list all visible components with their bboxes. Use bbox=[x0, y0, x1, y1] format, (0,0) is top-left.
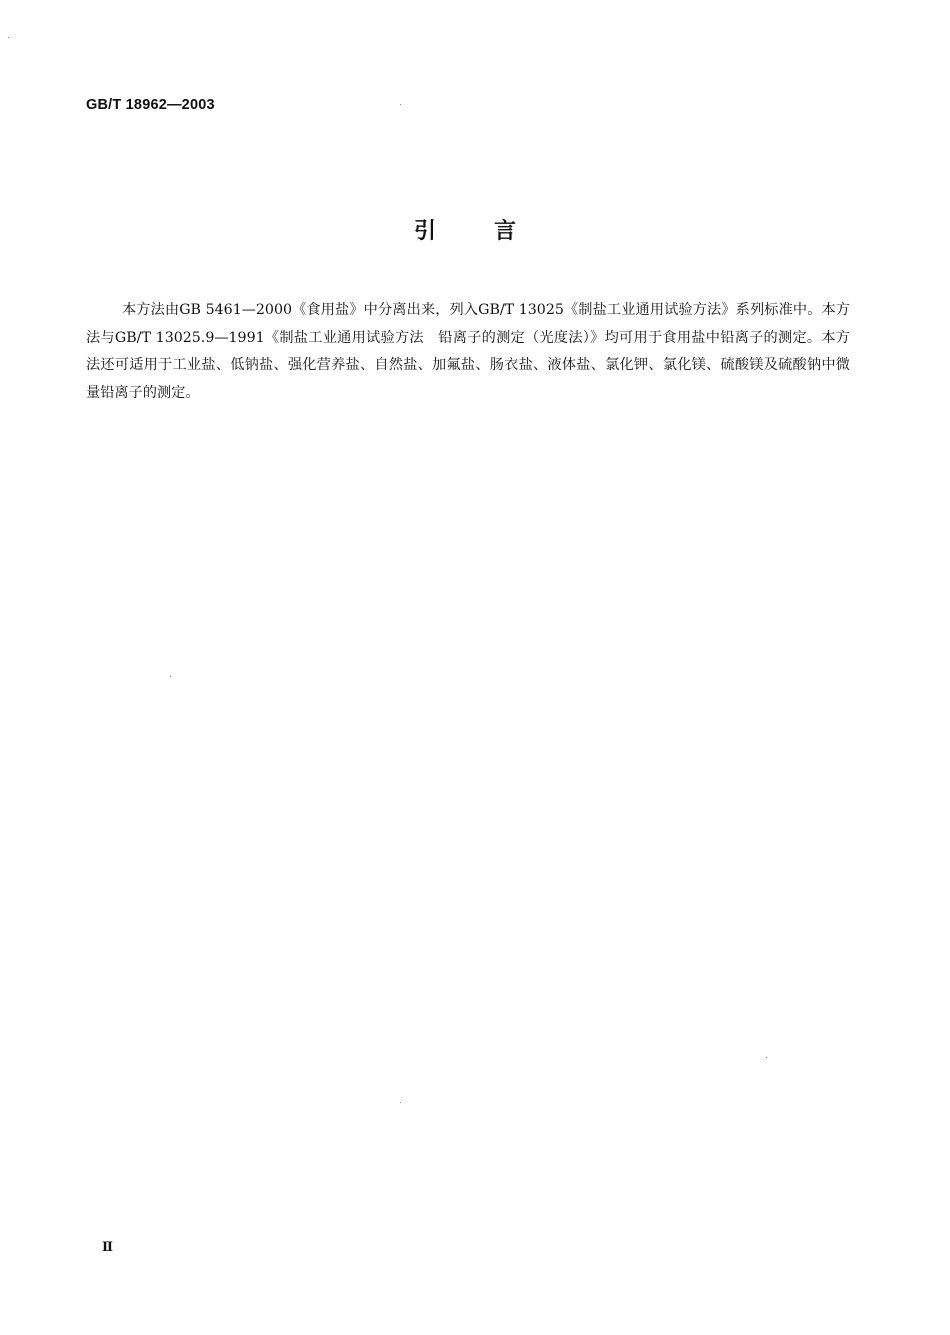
scan-speck bbox=[170, 676, 171, 677]
scan-speck bbox=[766, 1057, 767, 1058]
scan-speck bbox=[400, 104, 401, 105]
page-number: Ⅱ bbox=[102, 1240, 113, 1255]
standard-code-header: GB/T 18962—2003 bbox=[86, 97, 215, 113]
intro-paragraph: 本方法由GB 5461—2000《食用盐》中分离出来，列入GB/T 13025《制盐工业通用试验方法》系列标准中。本方法与GB/T 13025.9—1991《制盐工业通用试验方法 铅离子的测定（光度法）》均可用于食用盐中铅离子的测定。本方法还可适用于工业盐、低钠盐、强化营养盐、自然盐、加氟盐、肠衣盐、液体盐、氯化钾、氯化镁、硫酸镁及硫酸钠中微量铅离子的测定。 bbox=[86, 302, 850, 401]
scan-speck bbox=[400, 1102, 401, 1103]
scan-speck bbox=[8, 37, 9, 38]
section-title: 引言 bbox=[413, 219, 574, 244]
